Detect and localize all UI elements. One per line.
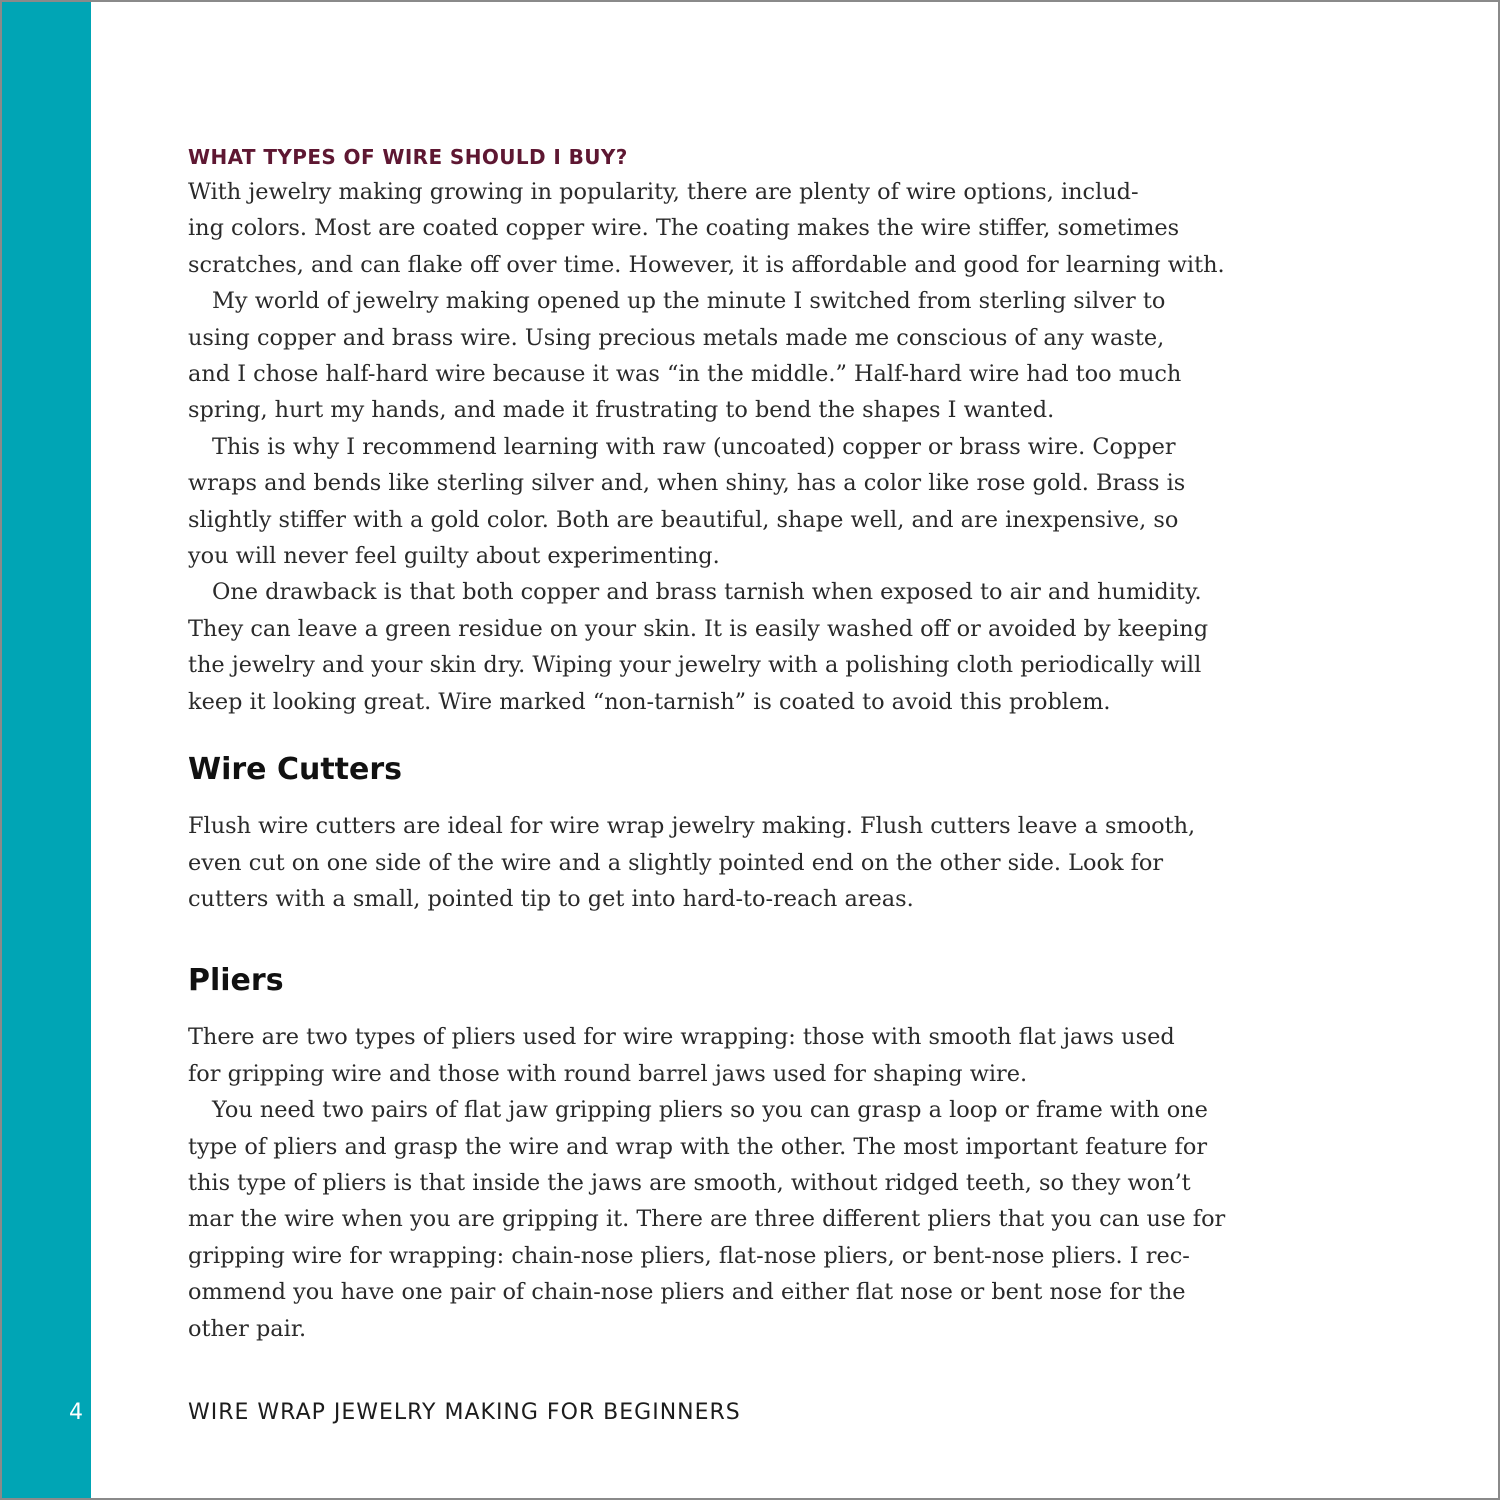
heading-pliers: Pliers [188,963,284,999]
running-footer-book-title: WIRE WRAP JEWELRY MAKING FOR BEGINNERS [188,1400,741,1425]
text-line: the jewelry and your skin dry. Wiping your jewelry with a polishing cloth periodically will [188,652,1202,679]
text-line: My world of jewelry making opened up the minute I switched from sterling silver to [212,288,1166,315]
paragraph-pliers-pairs [188,1092,1298,1347]
text-line: using copper and brass wire. Using precious metals made me conscious of any waste, [188,324,1165,351]
section-subhead: WHAT TYPES OF WIRE SHOULD I BUY? [188,145,628,169]
heading-wire-cutters: Wire Cutters [188,752,403,788]
text-line: Flush wire cutters are ideal for wire wrap jewelry making. Flush cutters leave a smooth, [188,813,1196,840]
paragraph-wire-cutters [188,808,1298,917]
paragraph-wire-options [188,174,1298,283]
text-line: This is why I recommend learning with raw (uncoated) copper or brass wire. Copper [212,433,1176,460]
text-line: even cut on one side of the wire and a slightly pointed end on the other side. Look for [188,849,1164,876]
text-line: They can leave a green residue on your skin. It is easily washed off or avoided by keeping [188,615,1209,642]
text-line: wraps and bends like sterling silver and, when shiny, has a color like rose gold. Brass is [188,470,1186,497]
text-line: There are two types of pliers used for wire wrapping: those with smooth flat jaws used [188,1024,1175,1051]
text-line: you will never feel guilty about experimenting. [188,543,720,570]
text-line: scratches, and can flake off over time. However, it is affordable and good for learning with. [188,251,1225,278]
text-line: and I chose half-hard wire because it was “in the middle.” Half-hard wire had too much [188,361,1182,388]
text-line: mar the wire when you are gripping it. There are three different pliers that you can use for [188,1206,1226,1233]
text-line: cutters with a small, pointed tip to get into hard-to-reach areas. [188,885,914,912]
text-line: keep it looking great. Wire marked “non-tarnish” is coated to avoid this problem. [188,688,1111,715]
text-line: type of pliers and grasp the wire and wrap with the other. The most important feature for [188,1133,1208,1160]
page-content [188,140,1298,1347]
text-line: spring, hurt my hands, and made it frustrating to bend the shapes I wanted. [188,397,1055,424]
paragraph-recommendation [188,429,1298,575]
page-number: 4 [69,1400,83,1425]
text-line: ommend you have one pair of chain-nose pliers and either flat nose or bent nose for the [188,1279,1186,1306]
text-line: for gripping wire and those with round barrel jaws used for shaping wire. [188,1060,1028,1087]
text-line: ing colors. Most are coated copper wire. The coating makes the wire stiffer, sometimes [188,215,1180,242]
text-line: With jewelry making growing in popularity, there are plenty of wire options, includ- [188,179,1139,205]
paragraph-pliers-types [188,1019,1298,1092]
text-line: You need two pairs of flat jaw gripping pliers so you can grasp a loop or frame with one [212,1097,1208,1124]
teal-side-bar [2,2,91,1498]
paragraph-jewelry-world [188,283,1298,429]
text-line: other pair. [188,1315,307,1342]
text-line: gripping wire for wrapping: chain-nose pliers, flat-nose pliers, or bent-nose pliers. I rec- [188,1242,1190,1269]
text-line: this type of pliers is that inside the jaws are smooth, without ridged teeth, so they won’t [188,1169,1191,1196]
paragraph-tarnish [188,574,1298,720]
text-line: One drawback is that both copper and brass tarnish when exposed to air and humidity. [212,579,1202,606]
text-line: slightly stiffer with a gold color. Both are beautiful, shape well, and are inexpensive, so [188,506,1179,533]
